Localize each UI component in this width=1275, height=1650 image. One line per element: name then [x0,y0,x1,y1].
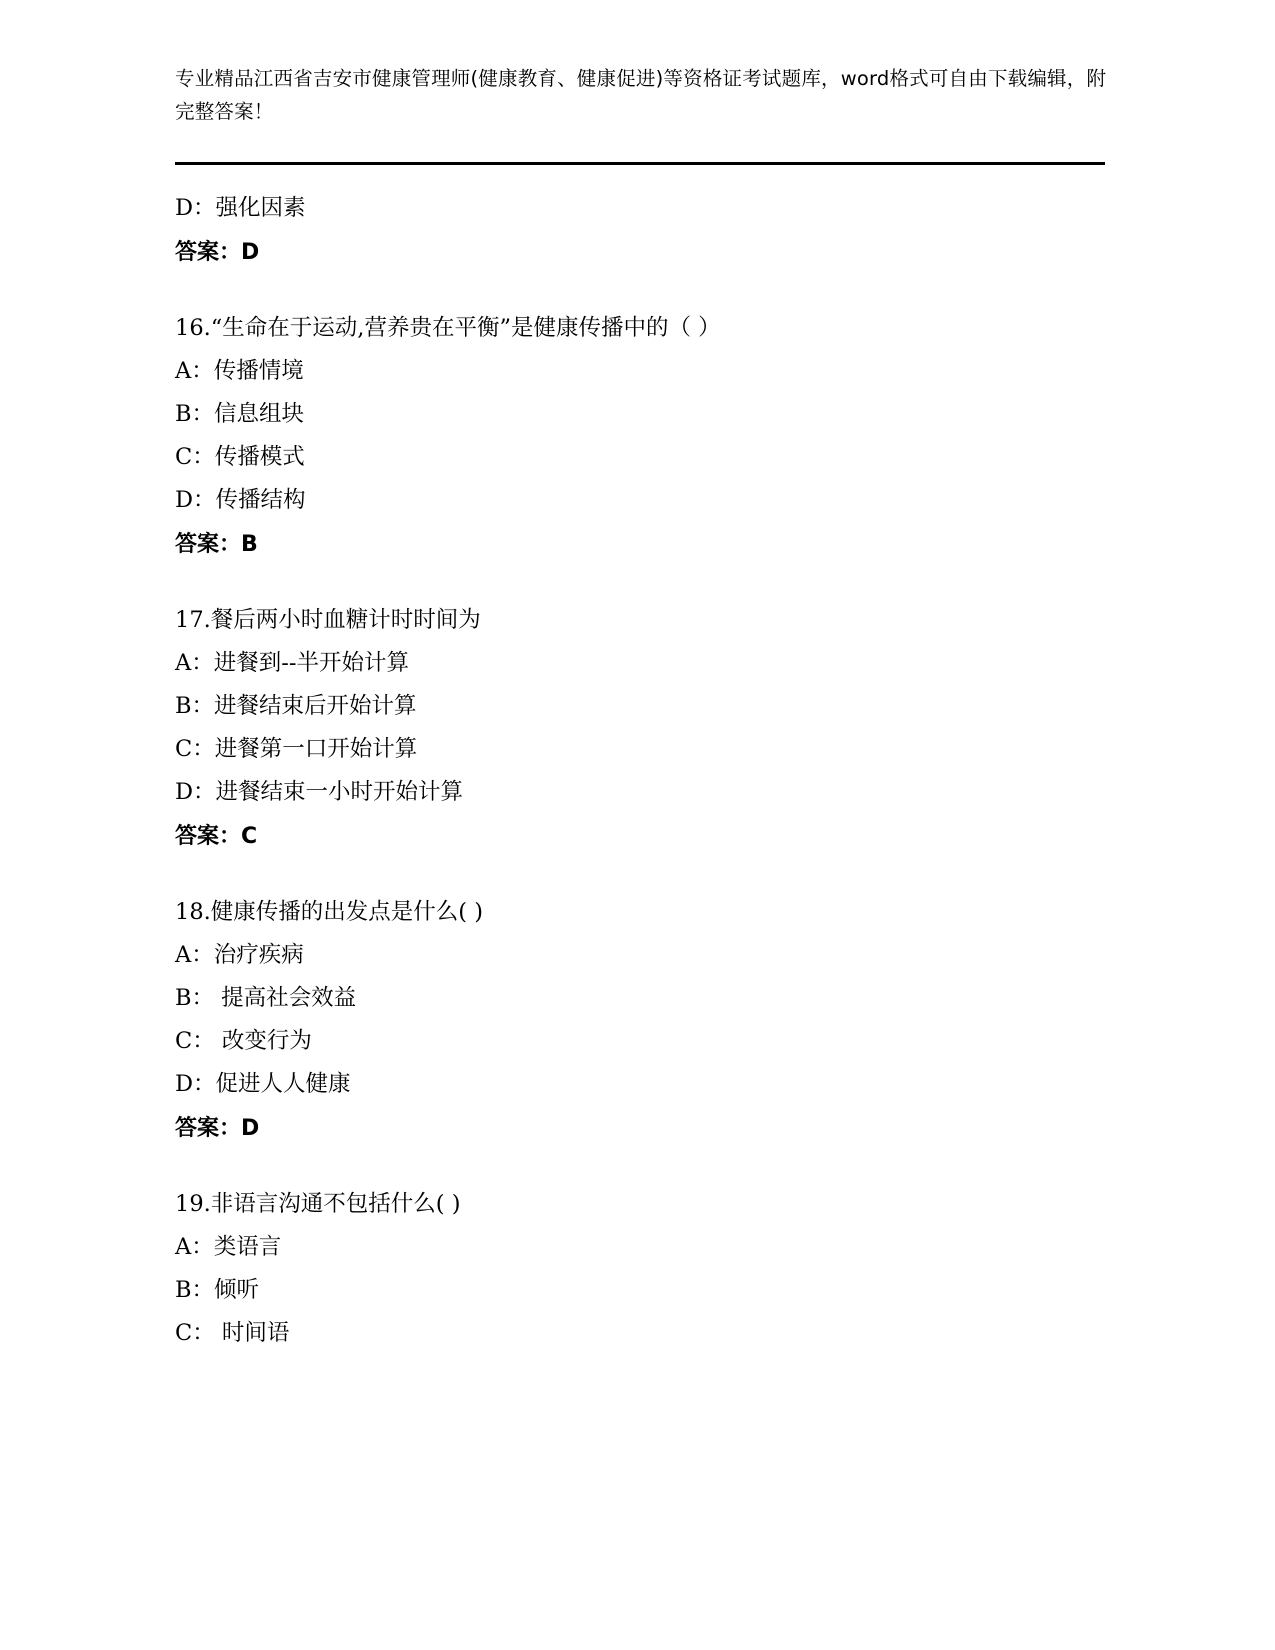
option-line: B： 提高社会效益 [175,985,357,1011]
answer-line [175,1106,1105,1151]
block-spacer [175,275,1105,307]
question-number: 17. [175,607,211,633]
answer-line [175,522,1105,567]
option-line: A：传播情境 [175,358,304,384]
answer-label: 答案： [175,824,242,849]
question-18 [175,891,1105,1151]
option-line: D：强化因素 [175,195,306,221]
block-spacer [175,859,1105,891]
question-text: 健康传播的出发点是什么( ) [210,899,484,925]
answer-label: 答案： [175,532,242,557]
question-stem [175,891,1105,934]
answer-line [175,814,1105,859]
question-16 [175,307,1105,567]
question-number: 16. [175,315,211,341]
question-stem [175,307,1105,350]
option-line: A：治疗疾病 [175,942,304,968]
question-19 [175,1183,1105,1355]
option-line: C：传播模式 [175,444,305,470]
option-line: C： 改变行为 [175,1028,312,1054]
option-line: B：信息组块 [175,401,305,427]
option-line: B：倾听 [175,1277,260,1303]
header-divider [175,162,1105,165]
answer-value: D [241,1116,260,1141]
option-line: C：进餐第一口开始计算 [175,736,418,762]
carryover-block [175,187,1105,275]
option-line: A：类语言 [175,1234,282,1260]
question-stem [175,599,1105,642]
answer-value: B [241,532,258,557]
option-line: C： 时间语 [175,1320,290,1346]
answer-label: 答案： [175,1116,242,1141]
option-line: D：传播结构 [175,487,306,513]
block-spacer [175,567,1105,599]
answer-line [175,230,1105,275]
answer-value: C [241,824,258,849]
option-line: D：进餐结束一小时开始计算 [175,779,464,805]
question-number: 18. [175,899,211,925]
block-spacer [175,1151,1105,1183]
document-body [175,187,1105,1355]
question-number: 19. [175,1191,211,1217]
question-stem [175,1183,1105,1226]
answer-value: D [241,240,260,265]
answer-label: 答案： [175,240,242,265]
option-line: A：进餐到--半开始计算 [175,650,409,676]
option-line: B：进餐结束后开始计算 [175,693,417,719]
question-17 [175,599,1105,859]
question-text: 非语言沟通不包括什么( ) [210,1191,461,1217]
question-text: “生命在于运动,营养贵在平衡”是健康传播中的（ ） [210,315,721,341]
question-text: 餐后两小时血糖计时时间为 [210,607,481,633]
page-header: 专业精品江西省吉安市健康管理师(健康教育、健康促进)等资格证考试题库，word格式可自由下载编辑，附完整答案！ [175,67,1107,123]
option-line: D：促进人人健康 [175,1071,351,1097]
